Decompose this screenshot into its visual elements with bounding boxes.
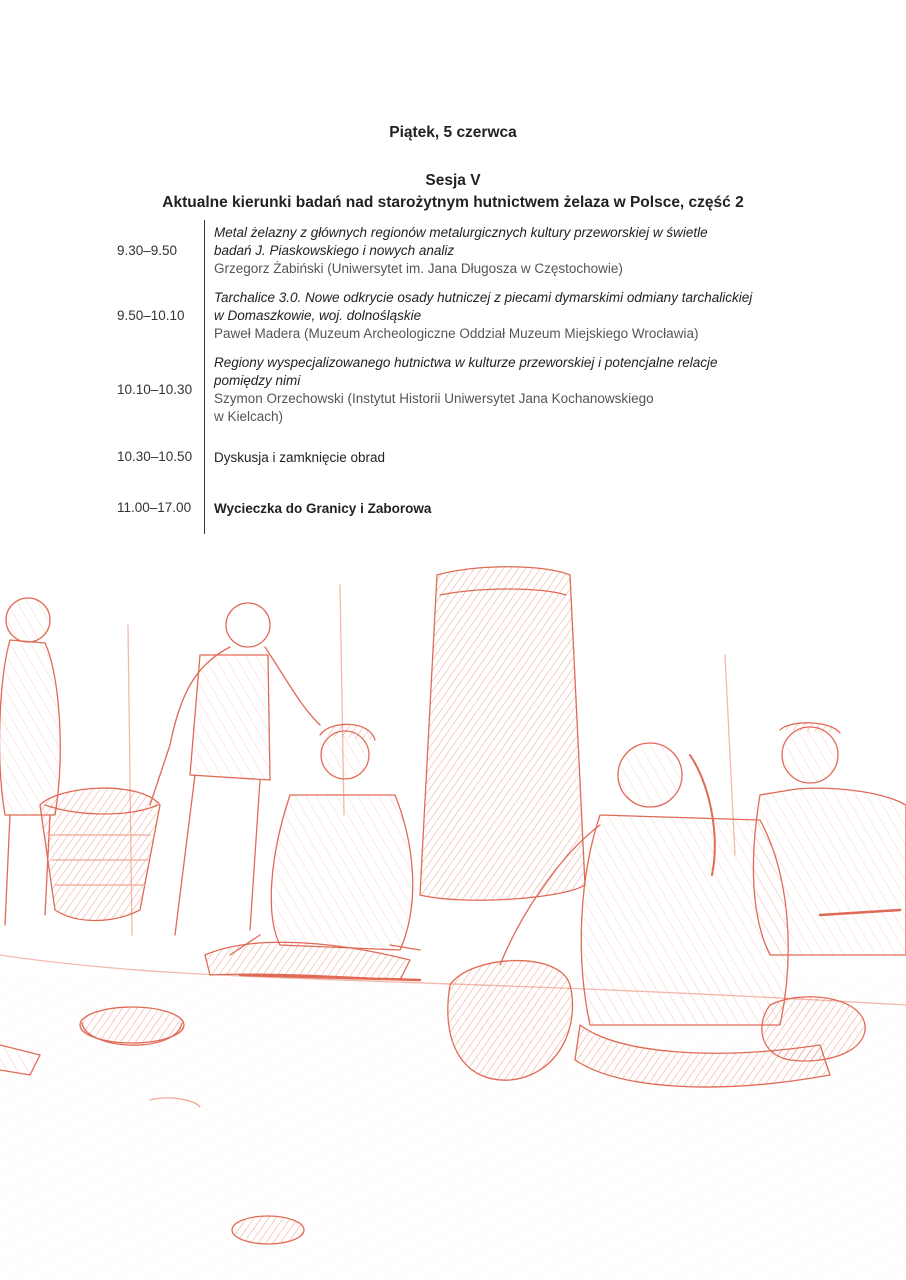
entry-title-line: Tarchalice 3.0. Nowe odkrycie osady hutniczej z piecami dymarskimi odmiany tarchalickiej [214, 290, 753, 305]
entry-content [214, 354, 804, 426]
entry-title-line: w Domaszkowie, woj. dolnośląskie [214, 308, 422, 323]
session-label: Sesja V [425, 172, 481, 189]
entry-title-line: Regiony wyspecjalizowanego hutnictwa w kulturze przeworskiej i potencjalne relacje [214, 355, 718, 370]
entry-time: 11.00–17.00 [117, 500, 192, 515]
entry-author: Grzegorz Żabiński (Uniwersytet im. Jana Długosza w Częstochowie) [214, 261, 623, 276]
entry-content [214, 289, 804, 343]
entry-text: Dyskusja i zamknięcie obrad [214, 450, 386, 465]
entry-time: 9.30–9.50 [117, 243, 178, 258]
session-title: Aktualne kierunki badań nad starożytnym hutnictwem żelaza w Polsce, część 2 [162, 194, 744, 211]
entry-text: Wycieczka do Granicy i Zaborowa [214, 501, 432, 516]
schedule [117, 220, 753, 534]
page-title: Piątek, 5 czerwca [389, 124, 517, 141]
entry-author: w Kielcach) [214, 409, 284, 424]
entry-time: 10.30–10.50 [117, 449, 193, 464]
session-heading [0, 170, 906, 214]
entry-time: 9.50–10.10 [117, 308, 185, 323]
entry-content [214, 224, 804, 278]
entry-title-line: pomiędzy nimi [214, 373, 301, 388]
entry-author: Paweł Madera (Muzeum Archeologiczne Oddział Muzeum Miejskiego Wrocławia) [214, 326, 699, 341]
entry-author: Szymon Orzechowski (Instytut Historii Uniwersytet Jana Kochanowskiego [214, 391, 654, 406]
entry-title-line: badań J. Piaskowskiego i nowych analiz [214, 243, 455, 258]
illustration-smelters [0, 555, 906, 1280]
entry-time: 10.10–10.30 [117, 382, 193, 397]
entry-title-line: Metal żelazny z głównych regionów metalurgicznych kultury przeworskiej w świetle [214, 225, 708, 240]
